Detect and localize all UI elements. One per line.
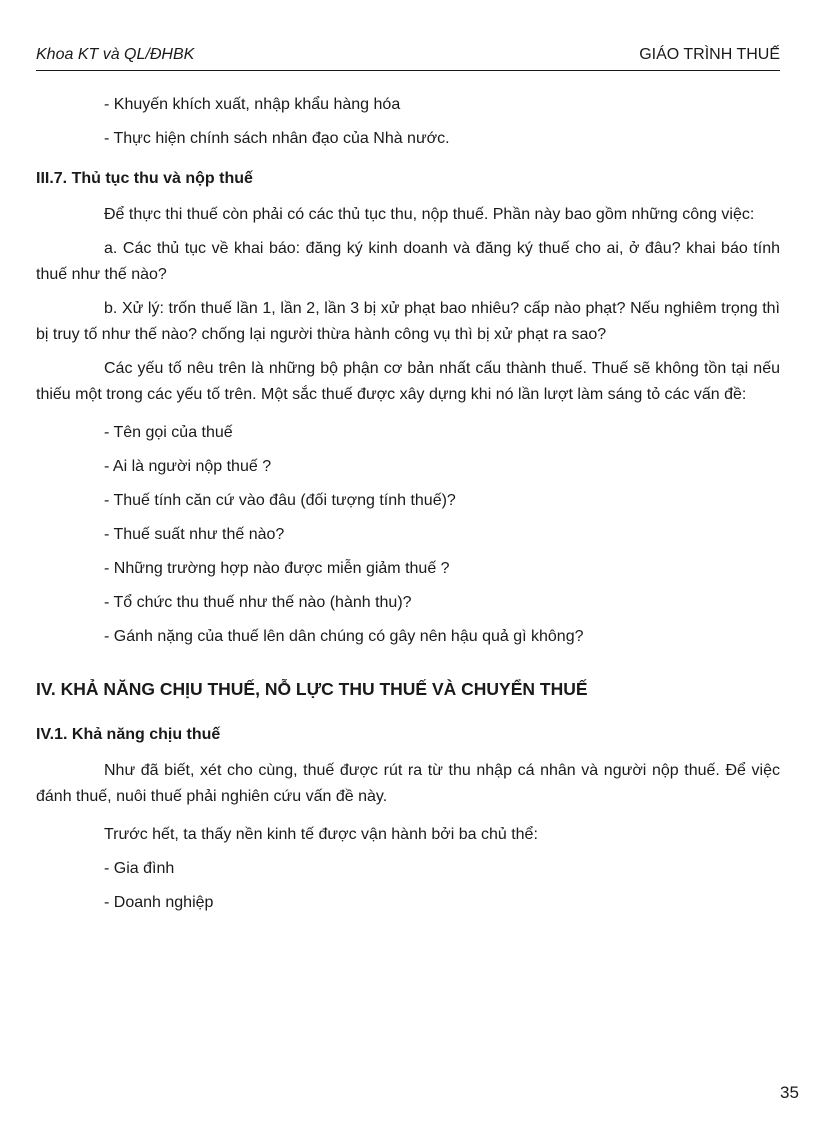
- section-heading-4: IV. KHẢ NĂNG CHỊU THUẾ, NỖ LỰC THU THUẾ VÀ CHUYỂN THUẾ: [36, 679, 588, 699]
- header-faculty: Khoa KT và QL/ĐHBK: [36, 46, 195, 63]
- header-book-title: GIÁO TRÌNH THUẾ: [639, 46, 780, 63]
- section-heading-3-7: III.7. Thủ tục thu và nộp thuế: [36, 170, 253, 187]
- list-item: - Tổ chức thu thuế như thế nào (hành thu)?: [104, 594, 412, 611]
- text-line: Trước hết, ta thấy nền kinh tế được vận hành bởi ba chủ thể:: [104, 826, 538, 843]
- list-item: - Thuế suất như thế nào?: [104, 526, 285, 543]
- paragraph: a. Các thủ tục về khai báo: đăng ký kinh doanh và đăng ký thuế cho ai, ở đâu? khai báo tính thuế như thế nào?: [36, 240, 780, 283]
- paragraph: b. Xử lý: trốn thuế lần 1, lần 2, lần 3 bị xử phạt bao nhiêu? cấp nào phạt? Nếu nghiêm trọng thì bị truy tố như thế nào? chống lại người thừa hành công vụ thì bị xử phạt ra sao?: [36, 300, 780, 343]
- list-item: - Gia đình: [104, 860, 175, 877]
- page-body: [36, 88, 780, 920]
- paragraph: Như đã biết, xét cho cùng, thuế được rút ra từ thu nhập cá nhân và người nộp thuế. Để việc đánh thuế, nuôi thuế phải nghiên cứu vấn đề này.: [36, 762, 780, 805]
- section-heading-4-1: IV.1. Khả năng chịu thuế: [36, 726, 221, 743]
- list-item: - Những trường hợp nào được miễn giảm thuế ?: [104, 560, 450, 577]
- list-item: - Doanh nghiệp: [104, 894, 214, 911]
- list-item: - Khuyến khích xuất, nhập khẩu hàng hóa: [104, 96, 401, 113]
- list-item: - Thuế tính căn cứ vào đâu (đối tượng tính thuế)?: [104, 492, 456, 509]
- list-item: - Ai là người nộp thuế ?: [104, 458, 272, 475]
- page-header: [36, 46, 780, 71]
- paragraph: Các yếu tố nêu trên là những bộ phận cơ bản nhất cấu thành thuế. Thuế sẽ không tồn tại nếu thiếu một trong các yếu tố trên. Một sắc thuế được xây dựng khi nó lần lượt làm sáng tỏ các vấn đề:: [36, 360, 780, 403]
- list-item: - Thực hiện chính sách nhân đạo của Nhà nước.: [104, 130, 450, 147]
- list-item: - Tên gọi của thuế: [104, 424, 233, 441]
- paragraph: Để thực thi thuế còn phải có các thủ tục thu, nộp thuế. Phần này bao gồm những công việc:: [104, 206, 755, 223]
- page-number: 35: [780, 1083, 799, 1102]
- list-item: - Gánh nặng của thuế lên dân chúng có gây nên hậu quả gì không?: [104, 628, 584, 645]
